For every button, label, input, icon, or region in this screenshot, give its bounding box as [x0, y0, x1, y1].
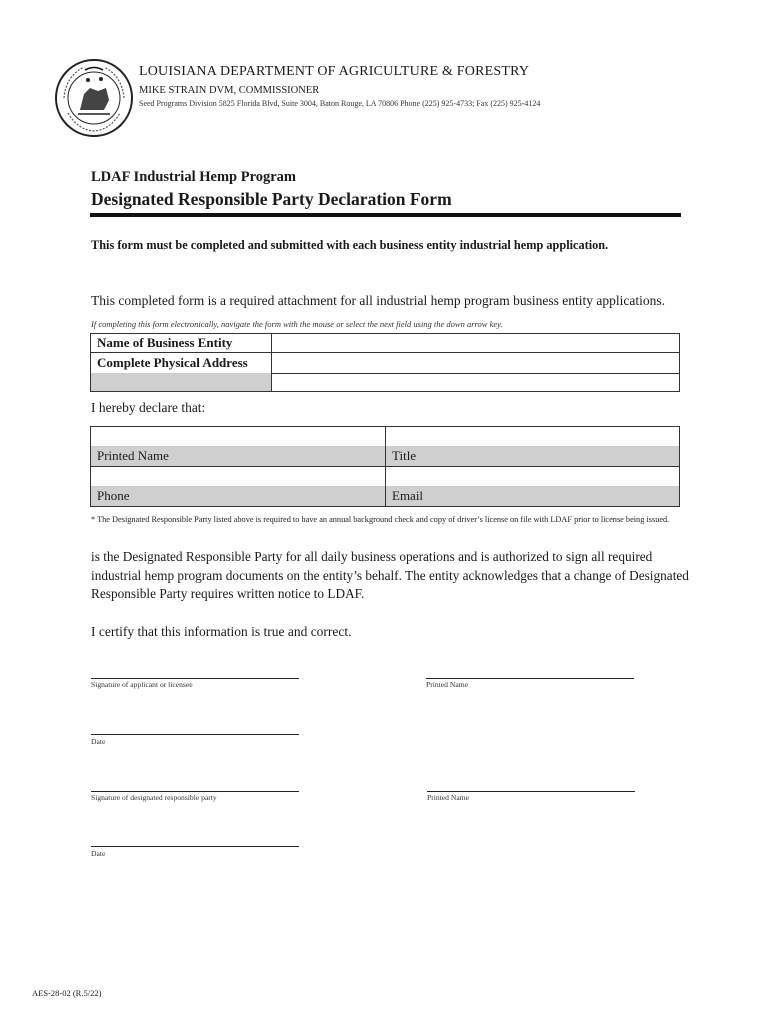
business-name-label: Name of Business Entity: [91, 334, 272, 352]
physical-address-row: [91, 352, 679, 374]
title-field[interactable]: [386, 427, 679, 446]
applicant-signature-caption: Signature of applicant or licensee: [91, 680, 193, 689]
physical-address-label: Complete Physical Address: [91, 352, 272, 373]
physical-address-field[interactable]: [273, 352, 679, 373]
responsible-signature-line[interactable]: [91, 791, 299, 792]
email-label: Email: [392, 488, 424, 503]
responsible-printed-name-caption: Printed Name: [427, 793, 469, 802]
commissioner-name: MIKE STRAIN DVM, COMMISSIONER: [139, 85, 320, 96]
navigation-hint: If completing this form electronically, navigate the form with the mouse or select the next field using the down arrow key.: [91, 319, 503, 329]
form-revision-code: AES-28-02 (R.5/22): [32, 988, 102, 998]
business-name-field[interactable]: [273, 334, 679, 352]
title-divider: [90, 213, 681, 217]
phone-field[interactable]: [91, 466, 386, 486]
department-seal-logo: [54, 58, 134, 138]
applicant-signature-line[interactable]: [91, 678, 299, 679]
responsibility-statement: is the Designated Responsible Party for all daily business operations and is authorized to sign all required industrial hemp program documents on the entity’s behalf. The entity acknowledges that a change of Designated Responsible Party requires written notice to LDAF.: [91, 549, 689, 601]
applicant-printed-name-caption: Printed Name: [426, 680, 468, 689]
printed-name-field[interactable]: [91, 427, 386, 446]
declarant-table: [90, 426, 680, 507]
responsible-date-line[interactable]: [91, 846, 299, 847]
phone-email-label-row: [91, 486, 679, 506]
background-check-footnote: * The Designated Responsible Party listed above is required to have an annual background check and copy of driver’s license on file with LDAF prior to license being issued.: [91, 515, 670, 524]
shaded-label-cell: [91, 373, 272, 391]
certification-statement: I certify that this information is true and correct.: [91, 624, 352, 639]
submission-notice: This form must be completed and submitted with each business entity industrial hemp application.: [91, 238, 609, 252]
program-title: LDAF Industrial Hemp Program: [91, 169, 297, 185]
physical-address-field-2[interactable]: [273, 373, 679, 391]
agency-address: Seed Programs Division 5825 Florida Blvd, Suite 3004, Baton Rouge, LA 70806 Phone (225) 925-4733; Fax (225) 925-4124: [139, 99, 541, 108]
applicant-date-line[interactable]: [91, 734, 299, 735]
printed-name-label: Printed Name: [91, 446, 386, 466]
form-title: Designated Responsible Party Declaration Form: [91, 189, 452, 209]
responsible-date-caption: Date: [91, 849, 106, 858]
name-title-input-row: [91, 427, 679, 447]
title-label: Title: [392, 448, 417, 463]
agency-name: LOUISIANA DEPARTMENT OF AGRICULTURE & FORESTRY: [139, 64, 530, 79]
email-field[interactable]: [386, 466, 679, 486]
business-name-row: [91, 334, 679, 353]
declaration-intro: I hereby declare that:: [91, 400, 206, 415]
phone-label: Phone: [91, 486, 386, 506]
phone-email-input-row: [91, 466, 679, 487]
responsible-printed-name-line[interactable]: [427, 791, 635, 792]
physical-address-row-2: [91, 373, 679, 391]
name-title-label-row: [91, 446, 679, 467]
responsible-signature-caption: Signature of designated responsible party: [91, 793, 217, 802]
business-entity-table: [90, 333, 680, 392]
applicant-date-caption: Date: [91, 737, 106, 746]
attachment-requirement: This completed form is a required attachment for all industrial hemp program business entity applications.: [91, 293, 665, 308]
applicant-printed-name-line[interactable]: [426, 678, 634, 679]
